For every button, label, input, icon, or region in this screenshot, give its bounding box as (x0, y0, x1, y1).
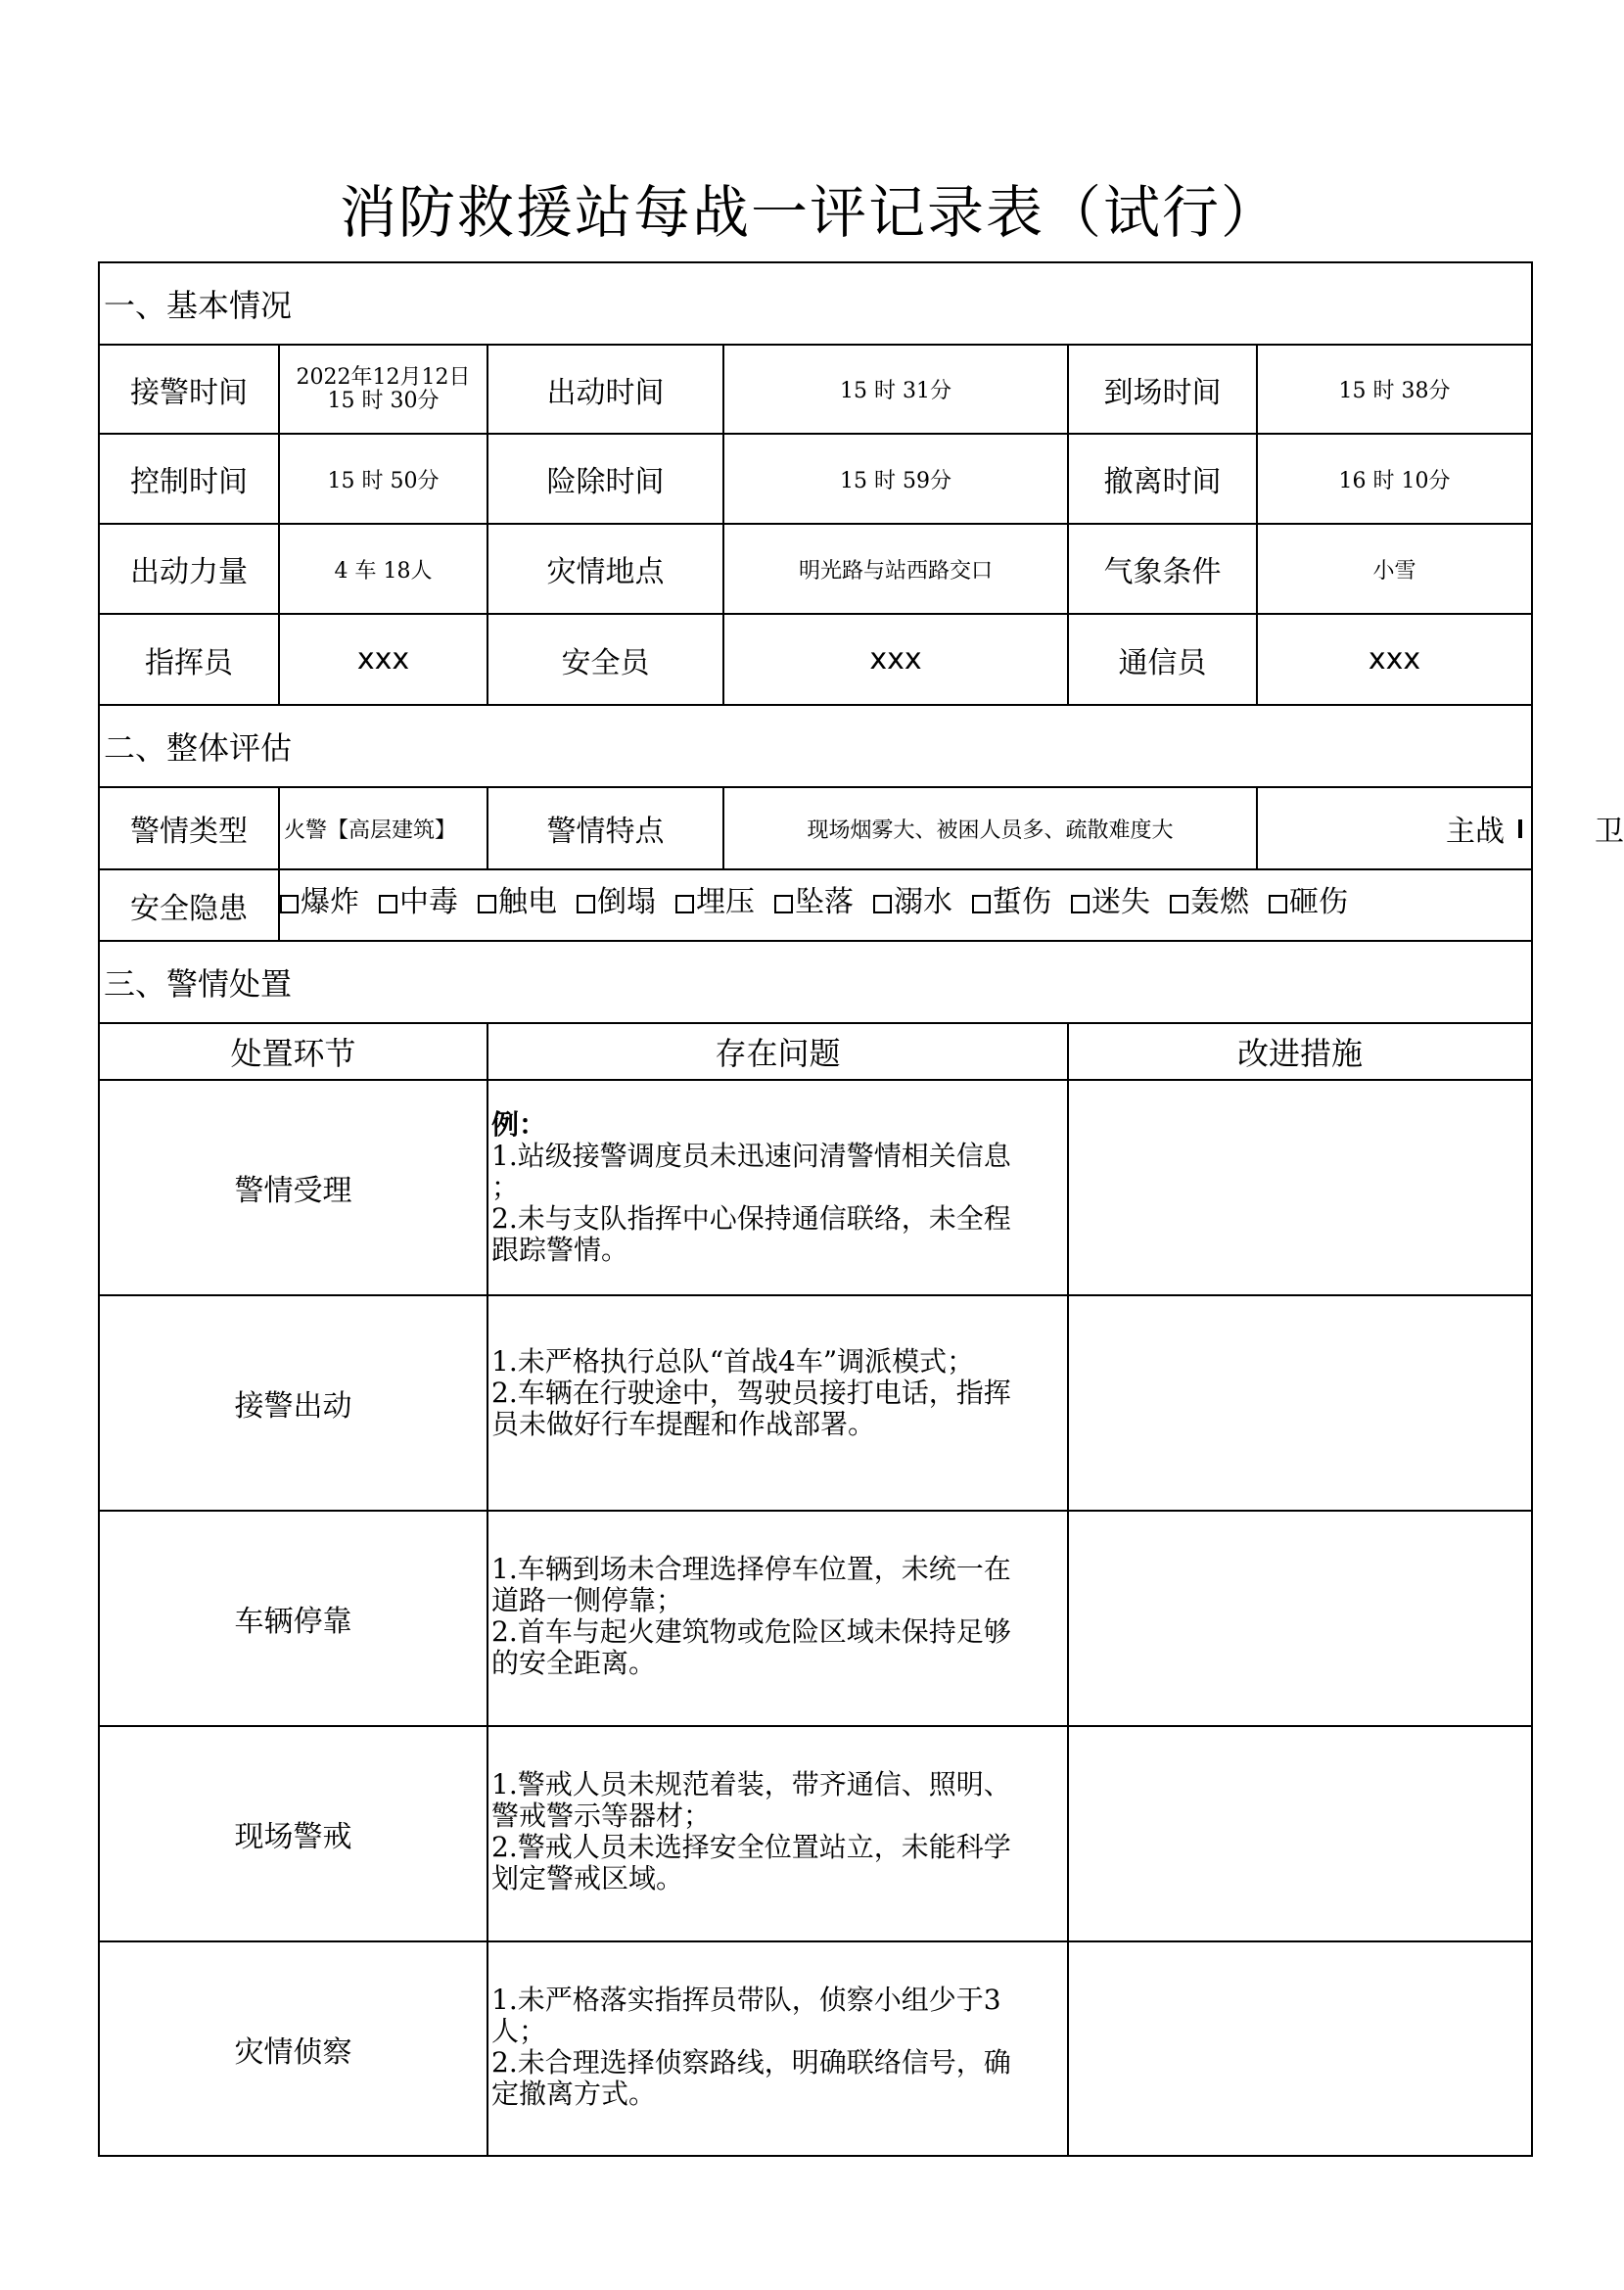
problem-line: 2.未与支队指挥中心保持通信联络，未全程 (491, 1202, 1011, 1235)
measure-cell[interactable] (1069, 1081, 1531, 1294)
force-value: 4 车 18人 (334, 558, 433, 584)
control-time-label: 控制时间 (130, 465, 248, 499)
problem-line: 员未做好行车提醒和作战部署。 (491, 1408, 876, 1440)
problem-line: 1.站级接警调度员未迅速问清警情相关信息 (491, 1140, 1011, 1172)
measure-cell[interactable] (1069, 1727, 1531, 1940)
incident-features-value: 现场烟雾大、被困人员多、疏散难度大 (807, 818, 1174, 843)
problem-text (491, 1985, 1064, 2110)
hazard-label: 中毒 (399, 885, 458, 919)
dispatch-time-label: 出动时间 (546, 375, 665, 410)
row-border (100, 868, 1531, 870)
alarm-clock: 15 时 30分 (327, 388, 440, 413)
hazard-label: 溺水 (894, 885, 952, 919)
problem-line: 2.警戒人员未选择安全位置站立，未能科学 (491, 1831, 1011, 1863)
problem-line: 1.警戒人员未规范着装，带齐通信、照明、 (491, 1768, 1011, 1800)
hazard-checkbox[interactable] (873, 895, 892, 913)
problem-line: ； (491, 1171, 520, 1203)
incident-type-value: 火警【高层建筑】 (284, 818, 457, 843)
clipped-option-text: 卫 (1595, 815, 1624, 849)
hazard-label: 砸伤 (1289, 885, 1348, 919)
problem-line: 1.未严格落实指挥员带队，侦察小组少于3 (491, 1984, 1001, 2016)
commander-label: 指挥员 (145, 645, 233, 680)
arrival-time-value: 15 时 38分 (1338, 379, 1451, 403)
dispatch-time-value: 15 时 31分 (840, 379, 951, 403)
alarm-time-value (280, 346, 487, 433)
problem-line: 跟踪警情。 (491, 1234, 629, 1266)
hazard-checkbox[interactable] (972, 895, 991, 913)
withdrawal-time-value: 16 时 10分 (1338, 468, 1451, 493)
hazard-label: 蜇伤 (993, 885, 1051, 919)
hazard-label: 轰燃 (1190, 885, 1249, 919)
hazard-label: 埋压 (696, 885, 755, 919)
hazard-checkbox[interactable] (1170, 895, 1188, 913)
problem-text (491, 1109, 1064, 1266)
clearance-time-label: 险除时间 (546, 465, 665, 499)
arrival-time-label: 到场时间 (1103, 375, 1222, 410)
hazard-option[interactable] (577, 877, 656, 920)
problem-line: 1.未严格执行总队“首战4车”调派模式； (491, 1345, 975, 1378)
hazard-label: 爆炸 (301, 885, 359, 919)
measure-cell[interactable] (1069, 1512, 1531, 1725)
problem-line: 警戒警示等器材； (491, 1799, 712, 1832)
alarm-time-label: 接警时间 (130, 375, 248, 410)
hazard-option[interactable] (774, 877, 854, 920)
weather-value: 小雪 (1372, 558, 1416, 584)
incident-features-label: 警情特点 (546, 815, 665, 849)
problem-text (491, 1769, 1064, 1894)
weather-label: 气象条件 (1103, 555, 1222, 589)
hazard-checkbox-list (280, 878, 1368, 919)
hazard-option[interactable] (1071, 877, 1150, 920)
hazards-label: 安全隐患 (130, 891, 248, 926)
section-overall-assessment: 二、整体评估 (104, 729, 293, 767)
row-border (100, 261, 1531, 263)
stage-name: 车辆停靠 (234, 1605, 352, 1639)
problem-line: 2.首车与起火建筑物或危险区域未保持足够 (491, 1615, 1011, 1648)
main-battle-checkbox[interactable] (1518, 819, 1522, 838)
problem-line: 2.未合理选择侦察路线，明确联络信号，确 (491, 2046, 1011, 2079)
main-battle-option (1258, 788, 1624, 868)
force-label: 出动力量 (130, 555, 248, 589)
hazard-checkbox[interactable] (280, 895, 299, 913)
stage-name: 灾情侦察 (234, 2034, 352, 2070)
problem-line: 划定警戒区域。 (491, 1862, 684, 1894)
stage-name: 警情受理 (234, 1174, 352, 1208)
hazard-label: 坠落 (795, 885, 854, 919)
hazard-checkbox[interactable] (1071, 895, 1090, 913)
page-title: 消防救援站每战一评记录表（试行） (339, 179, 1279, 246)
safety-officer-label: 安全员 (561, 645, 650, 680)
hazard-label: 迷失 (1091, 885, 1150, 919)
measure-cell[interactable] (1069, 1942, 1531, 2155)
hazard-option[interactable] (1170, 877, 1249, 920)
alarm-date: 2022年12月12日 (296, 364, 471, 390)
incident-type-label: 警情类型 (130, 815, 248, 849)
hazard-label: 倒塌 (597, 885, 656, 919)
problem-line: 道路一侧停靠； (491, 1584, 684, 1616)
hazard-option[interactable] (280, 877, 359, 920)
hazard-option[interactable] (873, 877, 952, 920)
hazard-checkbox[interactable] (675, 895, 694, 913)
comms-officer-label: 通信员 (1118, 645, 1207, 680)
location-value: 明光路与站西路交口 (798, 558, 993, 584)
hazard-checkbox[interactable] (774, 895, 793, 913)
commander-value: xxx (356, 642, 410, 677)
control-time-value: 15 时 50分 (327, 468, 440, 493)
problem-line: 的安全距离。 (491, 1647, 657, 1679)
col-header-measures: 改进措施 (1236, 1035, 1363, 1072)
row-border (100, 704, 1531, 706)
location-label: 灾情地点 (546, 555, 665, 589)
example-marker: 例： (491, 1108, 547, 1141)
hazard-option[interactable] (675, 877, 755, 920)
problem-line: 人； (491, 2015, 547, 2047)
clearance-time-value: 15 时 59分 (840, 468, 951, 493)
stage-name: 现场警戒 (234, 1820, 352, 1854)
measure-cell[interactable] (1069, 1296, 1531, 1510)
hazard-option[interactable] (1269, 877, 1348, 920)
row-border (100, 940, 1531, 942)
row-border (100, 2155, 1531, 2157)
section-incident-disposal: 三、警情处置 (104, 965, 293, 1003)
section-basic-info: 一、基本情况 (104, 287, 293, 324)
main-battle-label: 主战 (1446, 815, 1505, 849)
hazard-label: 触电 (498, 885, 557, 919)
problem-line: 定撤离方式。 (491, 2078, 657, 2110)
evaluation-form-table (98, 261, 1624, 2157)
stage-name: 接警出动 (234, 1389, 352, 1424)
col-header-problems: 存在问题 (715, 1035, 841, 1072)
safety-officer-value: xxx (869, 642, 922, 677)
hazard-option[interactable] (972, 877, 1051, 920)
problem-text (491, 1346, 1064, 1440)
withdrawal-time-label: 撤离时间 (1103, 465, 1222, 499)
hazard-option[interactable] (379, 877, 458, 920)
hazard-checkbox[interactable] (577, 895, 595, 913)
comms-officer-value: xxx (1368, 642, 1421, 677)
problem-text (491, 1554, 1064, 1679)
problem-line: 2.车辆在行驶途中，驾驶员接打电话，指挥 (491, 1377, 1011, 1409)
problem-line: 1.车辆到场未合理选择停车位置，未统一在 (491, 1553, 1011, 1585)
hazard-checkbox[interactable] (379, 895, 397, 913)
col-border (487, 1022, 488, 2155)
hazard-checkbox[interactable] (478, 895, 496, 913)
col-header-stage: 处置环节 (230, 1035, 356, 1072)
hazard-checkbox[interactable] (1269, 895, 1287, 913)
hazard-option[interactable] (478, 877, 557, 920)
